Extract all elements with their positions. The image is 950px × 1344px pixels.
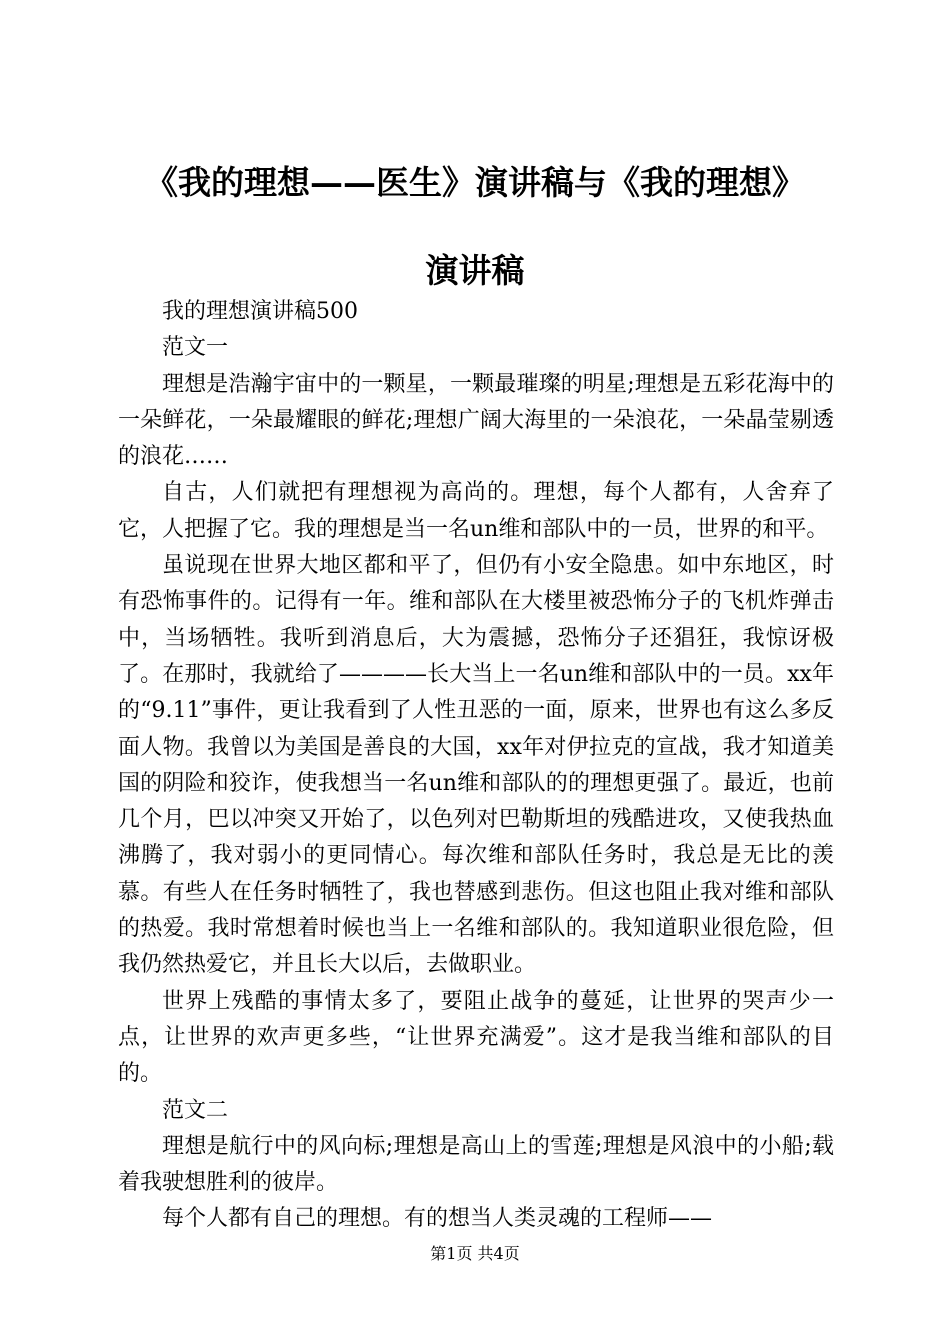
document-body xyxy=(118,294,834,1238)
paragraph: 虽说现在世界大地区都和平了，但仍有小安全隐患。如中东地区，时有恐怖事件的。记得有一年。维和部队在大楼里被恐怖分子的飞机炸弹击中，当场牺牲。我听到消息后，大为震撼，恐怖分子还猖狂，我惊讶极了。在那时，我就给了————长大当上一名un维和部队中的一员。xx年的“9.11”事件，更让我看到了人性丑恶的一面，原来，世界也有这么多反面人物。我曾以为美国是善良的大国，xx年对伊拉克的宣战，我才知道美国的阴险和狡诈，使我想当一名un维和部队的的理想更强了。最近，也前几个月，巴以冲突又开始了，以色列对巴勒斯坦的残酷进攻，又使我热血沸腾了，我对弱小的更同情心。每次维和部队任务时，我总是无比的羡慕。有些人在任务时牺牲了，我也替感到悲伤。但这也阻止我对维和部队的热爱。我时常想着时候也当上一名维和部队的。我知道职业很危险，但我仍然热爱它，并且长大以后，去做职业。 xyxy=(118,553,834,978)
page-number-footer: 第1页 共4页 xyxy=(430,1244,520,1263)
section-label-sample-1: 范文一 xyxy=(162,335,229,361)
paragraph: 理想是航行中的风向标;理想是高山上的雪莲;理想是风浪中的小船;载着我驶想胜利的彼岸。 xyxy=(118,1133,834,1196)
paragraph: 自古，人们就把有理想视为高尚的。理想，每个人都有，人舍弃了它，人把握了它。我的理想是当一名un维和部队中的一员，世界的和平。 xyxy=(118,480,834,542)
paragraph: 理想是浩瀚宇宙中的一颗星，一颗最璀璨的明星;理想是五彩花海中的一朵鲜花，一朵最耀眼的鲜花;理想广阔大海里的一朵浪花，一朵晶莹剔透的浪花…… xyxy=(118,371,834,470)
document-title-line-2: 演讲稿 xyxy=(425,251,525,290)
paragraph: 每个人都有自己的理想。有的想当人类灵魂的工程师—— xyxy=(162,1206,713,1232)
document-title-line-1: 《我的理想——医生》演讲稿与《我的理想》 xyxy=(145,163,805,202)
paragraph-heading: 我的理想演讲稿500 xyxy=(162,299,358,324)
section-label-sample-2: 范文二 xyxy=(162,1097,229,1123)
paragraph: 世界上残酷的事情太多了，要阻止战争的蔓延，让世界的哭声少一点，让世界的欢声更多些，“让世界充满爱”。这才是我当维和部队的目的。 xyxy=(118,988,834,1087)
